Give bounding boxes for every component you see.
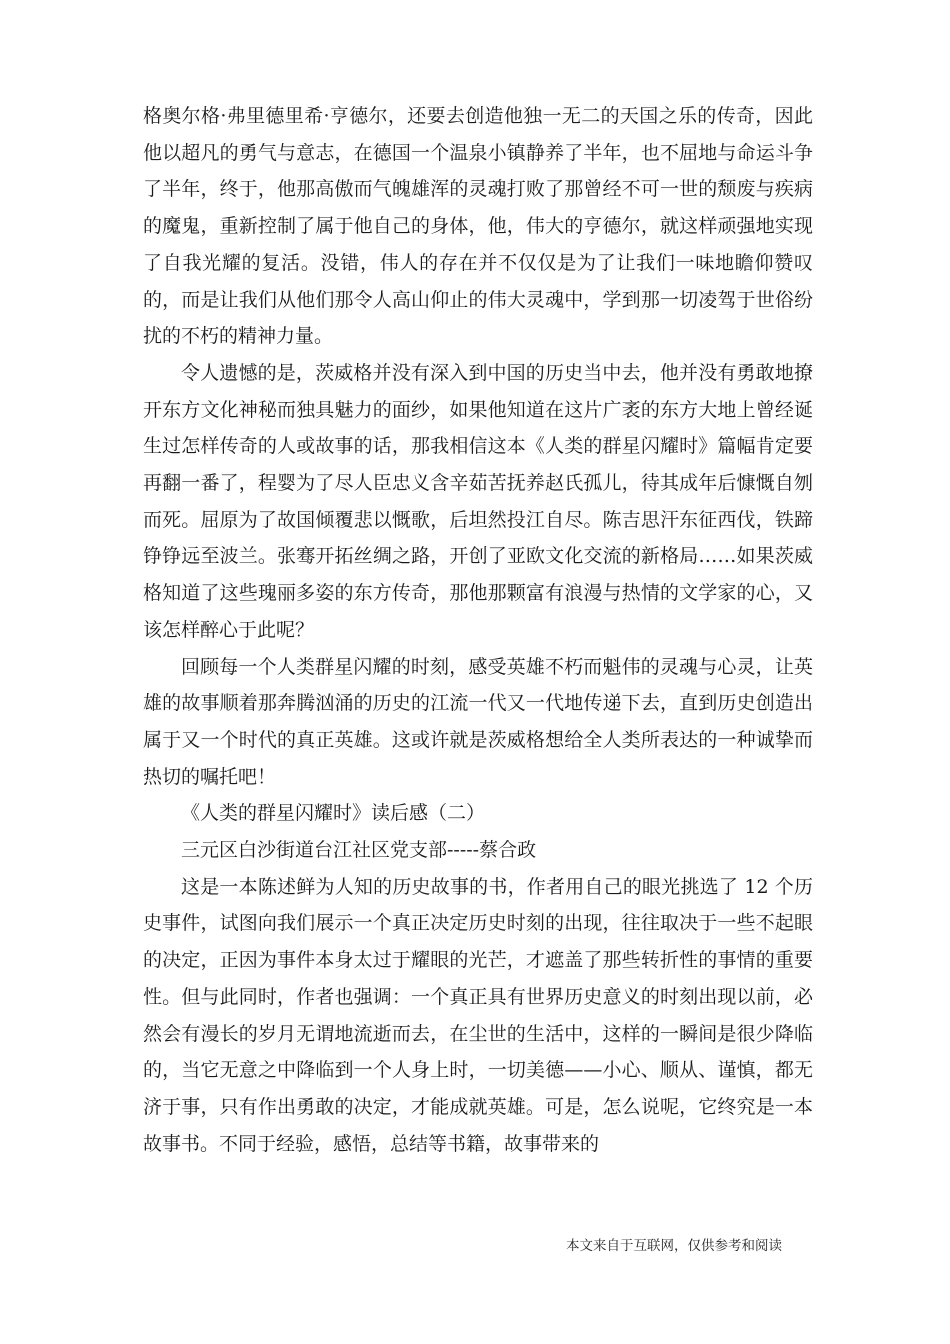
document-body <box>143 98 813 1162</box>
paragraph-conclusion: 回顾每一个人类群星闪耀的时刻，感受英雄不朽而魁伟的灵魂与心灵，让英雄的故事顺着那奔腾汹涌的历史的江流一代又一代地传递下去，直到历史创造出属于又一个时代的真正英雄。这或许就是茨威格想给全人类所表达的一种诚挚而热切的嘱托吧！ <box>143 655 813 788</box>
section-title: 《人类的群星闪耀时》读后感（二） <box>181 802 486 825</box>
paragraph-chinese-history: 令人遗憾的是，茨威格并没有深入到中国的历史当中去，他并没有勇敢地撩开东方文化神秘而独具魅力的面纱，如果他知道在这片广袤的东方大地上曾经诞生过怎样传奇的人或故事的话，那我相信这本《人类的群星闪耀时》篇幅肯定要再翻一番了，程婴为了尽人臣忠义含辛茹苦抚养赵氏孤儿，待其成年后慷慨自刎而死。屈原为了故国倾覆悲以慨歌，后坦然投江自尽。陈吉思汗东征西伐，铁蹄铮铮远至波兰。张骞开拓丝绸之路，开创了亚欧文化交流的新格局……如果茨威格知道了这些瑰丽多姿的东方传奇，那他那颗富有浪漫与热情的文学家的心，又该怎样醉心于此呢？ <box>143 361 813 641</box>
paragraph-review-two: 这是一本陈述鲜为人知的历史故事的书，作者用自己的眼光挑选了 12 个历史事件，试图向我们展示一个真正决定历史时刻的出现，往往取决于一些不起眼的决定，正因为事件本身太过于耀眼的光芒，才遮盖了那些转折性的事情的重要性。但与此同时，作者也强调：一个真正具有世界历史意义的时刻出现以前，必然会有漫长的岁月无谓地流逝而去，在尘世的生活中，这样的一瞬间是很少降临的，当它无意之中降临到一个人身上时，一切美德——小心、顺从、谨慎，都无济于事，只有作出勇敢的决定，才能成就英雄。可是，怎么说呢，它终究是一本故事书。不同于经验，感悟，总结等书籍，故事带来的 <box>143 875 813 1155</box>
paragraph-handel-continuation: 格奥尔格·弗里德里希·亨德尔，还要去创造他独一无二的天国之乐的传奇，因此他以超凡的勇气与意志，在德国一个温泉小镇静养了半年，也不屈地与命运斗争了半年，终于，他那高傲而气魄雄浑的灵魂打败了那曾经不可一世的颓废与疾病的魔鬼，重新控制了属于他自己的身体，他，伟大的亨德尔，就这样顽强地实现了自我光耀的复活。没错，伟人的存在并不仅仅是为了让我们一味地瞻仰赞叹的，而是让我们从他们那令人高山仰止的伟大灵魂中，学到那一切凌驾于世俗纷扰的不朽的精神力量。 <box>143 105 813 348</box>
author-line: 三元区白沙街道台江社区党支部-----蔡合政 <box>181 839 537 862</box>
footer-disclaimer: 本文来自于互联网，仅供参考和阅读 <box>566 1238 782 1254</box>
